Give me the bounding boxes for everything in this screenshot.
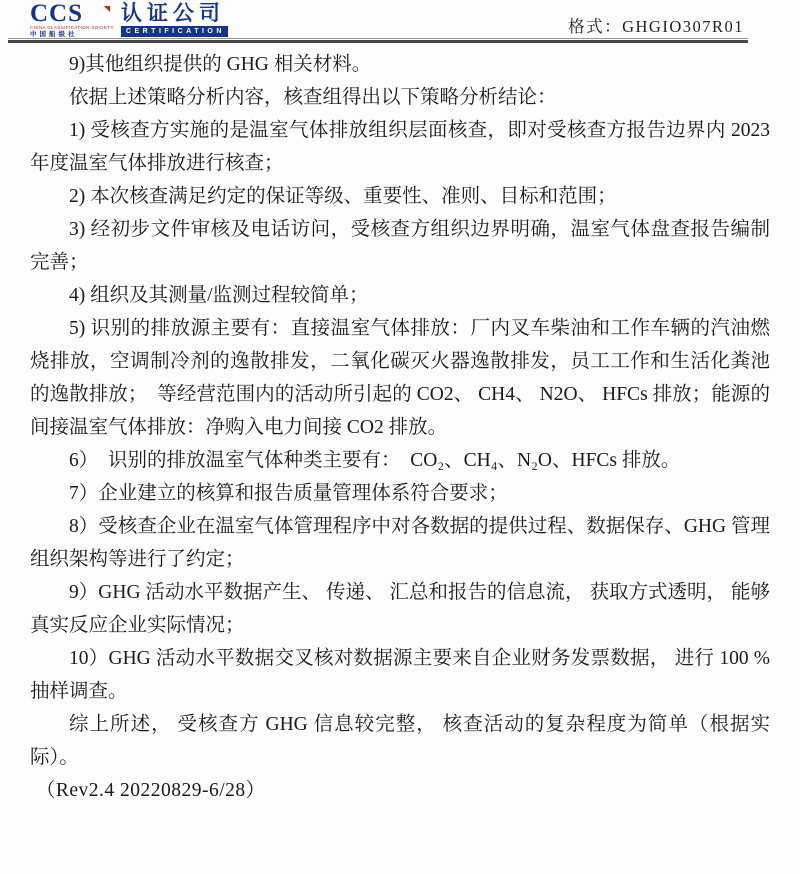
ccs-logo-subtitle-en: CHINA CLASSIFICATION SOCIETY — [30, 25, 114, 30]
paragraph-conclusion-3: 3) 经初步文件审核及电话访问，受核查方组织边界明确，温室气体盘查报告编制完善； — [30, 219, 770, 273]
certification-bar: CERTIFICATION — [121, 26, 228, 37]
paragraph-conclusion-9: 9）GHG 活动水平数据产生、 传递、 汇总和报告的信息流， 获取方式透明， 能够真实反应企业实际情况； — [30, 582, 770, 636]
header-rule-light — [8, 38, 748, 39]
paragraph-conclusion-1: 1) 受核查方实施的是温室气体排放组织层面核查，即对受核查方报告边界内 2023 年度温室气体排放进行核查； — [30, 120, 770, 174]
company-name: 认证公司 — [120, 1, 225, 25]
ccs-logo-right — [121, 3, 228, 37]
paragraph-conclusion-7: 7）企业建立的核算和报告质量管理体系符合要求； — [69, 483, 508, 504]
revision-note: （Rev2.4 20220829-6/28） — [35, 780, 266, 801]
ccs-logo — [30, 0, 228, 38]
header-rule-dark — [8, 40, 748, 43]
paragraph-conclusion-6: 6） 识别的排放温室气体种类主要有： CO₂、CH₄、N₂O、HFCs 排放。 — [69, 450, 681, 471]
paragraph-conclusion-10: 10）GHG 活动水平数据交叉核对数据源主要来自企业财务发票数据， 进行 100 %抽样调查。 — [30, 648, 770, 702]
paragraph-conclusion-5: 5) 识别的排放源主要有：直接温室气体排放：厂内叉车柴油和工作车辆的汽油燃烧排放，空调制冷剂的逸散排发，二氧化碳灭火器逸散排发，员工工作和生活化粪池的逸散排放； 等经营范围内的活动所引起的 CO2、 CH4、 N2O、 HFCs 排放；能源的间接温室气体排放：净购入电力间接 CO2 排放。 — [30, 318, 770, 438]
paragraph-conclusion-4: 4) 组织及其测量/监测过程较简单； — [69, 285, 369, 306]
ccs-logo-text: CCS — [30, 3, 114, 25]
page-header — [0, 0, 800, 44]
ccs-logo-subtitle-cn: 中国船级社 — [30, 30, 78, 38]
paragraph-conclusion-8: 8）受核查企业在温室气体管理程序中对各数据的提供过程、数据保存、GHG 管理组织架构等进行了约定； — [30, 516, 770, 570]
ccs-logo-left — [30, 0, 114, 38]
paragraph-summary: 综上所述， 受核查方 GHG 信息较完整， 核查活动的复杂程度为简单（根据实际）。 — [30, 714, 770, 768]
paragraph-conclusion-2: 2) 本次核查满足约定的保证等级、重要性、准则、目标和范围； — [69, 186, 617, 207]
header-rule — [8, 38, 748, 43]
format-code: 格式：GHGIO307R01 — [568, 17, 744, 36]
paragraph-materials: 9)其他组织提供的 GHG 相关材料。 — [69, 54, 372, 75]
paragraph-intro: 依据上述策略分析内容，核查组得出以下策略分析结论： — [69, 87, 557, 108]
document-body — [30, 48, 770, 807]
